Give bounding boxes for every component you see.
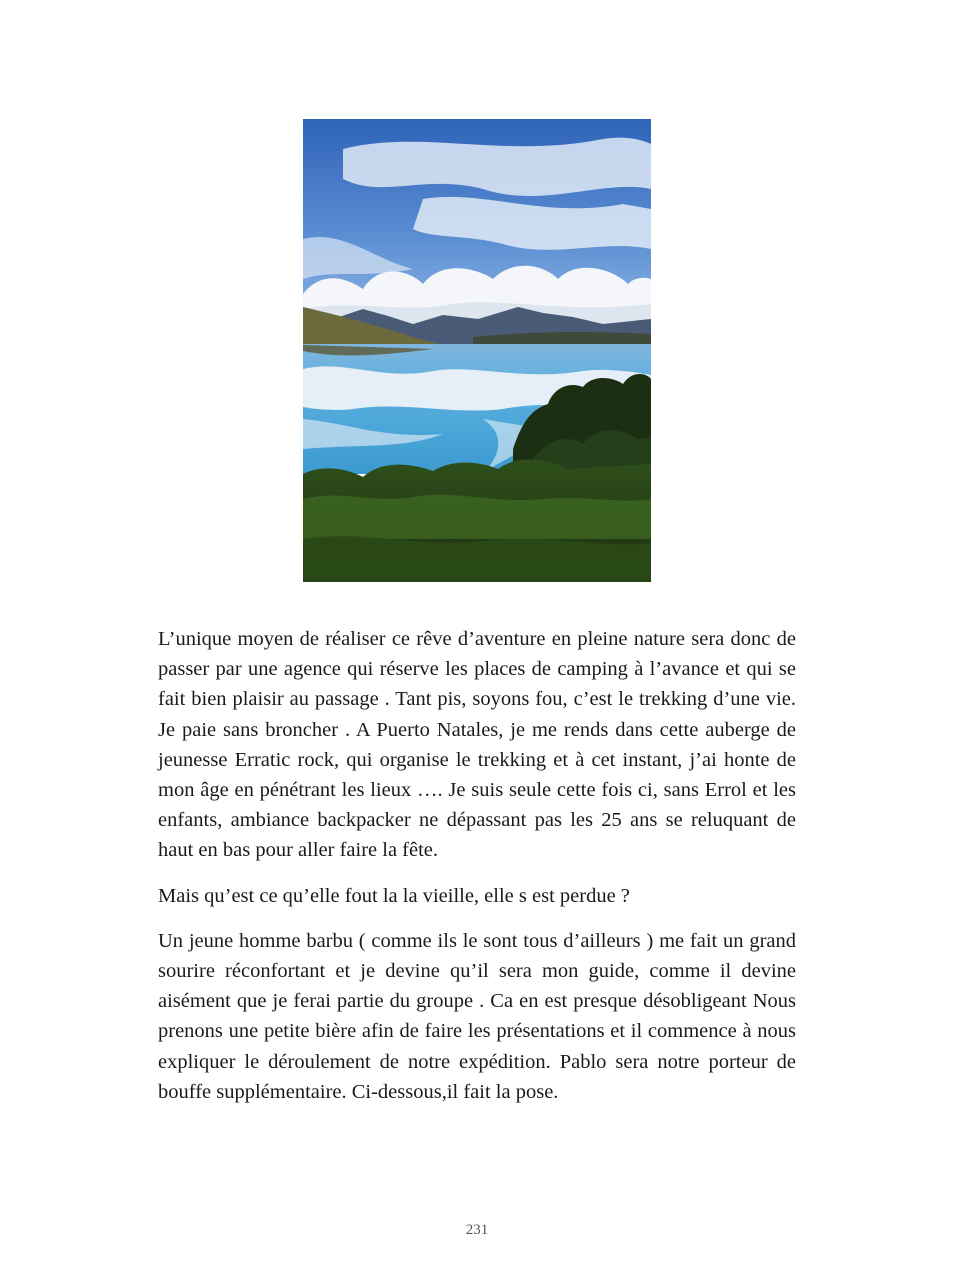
- paragraph-3: Un jeune homme barbu ( comme ils le sont tous d’ailleurs ) me fait un grand sourire réconfortant et je devine qu’il sera mon guide, comme il devine aisément que je ferai partie du groupe . Ca en est presque désobligeant Nous prenons une petite bière afin de faire les présentations et il commence à nous expliquer le déroulement de notre expédition. Pablo sera notre porteur de bouffe supplémentaire. Ci-dessous,il fait la pose.: [158, 929, 796, 1103]
- body-text: [158, 624, 796, 1122]
- paragraph-2: Mais qu’est ce qu’elle fout la la vieille, elle s est perdue ?: [158, 884, 630, 907]
- lake-reflection-photo: [303, 119, 651, 582]
- landscape-image: [303, 119, 651, 582]
- paragraph-1: L’unique moyen de réaliser ce rêve d’aventure en pleine nature sera donc de passer par une agence qui réserve les places de camping à l’avance et qui se fait bien plaisir au passage . Tant pis, soyons fou, c’est le trekking d’une vie. Je paie sans broncher . A Puerto Natales, je me rends dans cette auberge de jeunesse Erratic rock, qui organise le trekking et à cet instant, j’ai honte de mon âge en pénétrant les lieux …. Je suis seule cette fois ci, sans Errol et les enfants, ambiance backpacker ne dépassant pas les 25 ans se reluquant de haut en bas pour aller faire la fête.: [158, 628, 796, 862]
- page-number: 231: [465, 1222, 489, 1238]
